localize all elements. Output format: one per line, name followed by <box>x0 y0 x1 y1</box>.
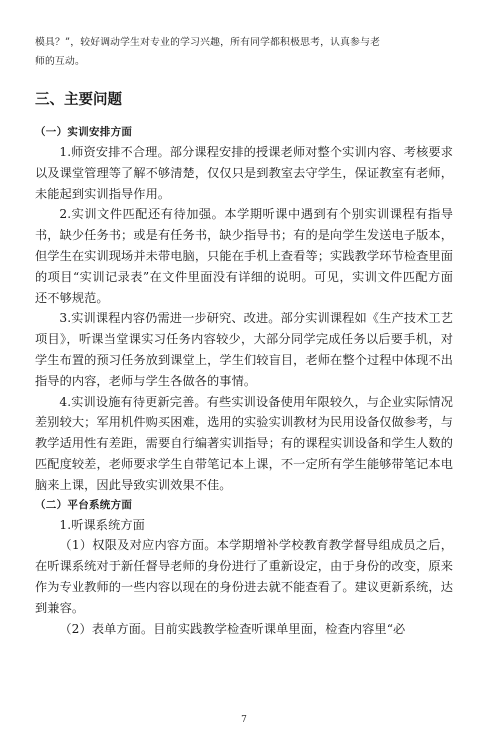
paragraph-forms: （2）表单方面。目前实践教学检查听课单里面，检查内容里“必 <box>59 621 406 636</box>
paragraph-listening-system: 1.听课系统方面 <box>59 517 145 532</box>
subsection-heading-training: （一）实训安排方面 <box>35 126 133 138</box>
section-heading: 三、主要问题 <box>35 92 122 108</box>
paragraph-teacher-arrangement: 1.师资安排不合理。部分课程安排的授课老师对整个实训内容、考核要求以及课堂管理等了解不够清楚，仅仅只是到教室去守学生，保证教室有老师，未能起到实训指导作用。 <box>35 145 453 201</box>
paragraph-permissions: （1）权限及对应内容方面。本学期增补学校教育教学督导组成员之后，在听课系统对于新任督导老师的身份进行了重新设定，由于身份的改变，原来作为专业教师的一些内容以现在的身份进去就不能查看了。建议更新系统，达到兼容。 <box>35 538 453 615</box>
paragraph-training-documents: 2.实训文件匹配还有待加强。本学期听课中遇到有个别实训课程有指导书，缺少任务书；或是有任务书，缺少指导书；有的是向学生发送电子版本，但学生在实训现场并未带电脑，只能在手机上查看等；实践教学环节检查里面的项目“实训记录表”在文件里面没有详细的说明。可见，实训文件匹配方面还不够规范。 <box>35 207 453 305</box>
continued-text-line-2: 师的互动。 <box>35 56 85 67</box>
page-content <box>35 33 453 639</box>
subsection-heading-platform: （二）平台系统方面 <box>35 498 133 511</box>
continued-text-line-1: 模具？”，较好调动学生对专业的学习兴趣，所有同学都积极思考，认真参与老 <box>35 37 381 48</box>
paragraph-course-content: 3.实训课程内容仍需进一步研究、改进。部分实训课程如《生产技术工艺项目》，听课当堂课实习任务内容较少，大部分同学完成任务以后要手机，对学生布置的预习任务放到课堂上，学生们较盲目，老师在整个过程中体现不出指导的内容，老师与学生各做各的事情。 <box>35 311 453 388</box>
page-number: 7 <box>241 715 247 725</box>
paragraph-facilities: 4.实训设施有待更新完善。有些实训设备使用年限较久，与企业实际情况差别较大；军用机件购买困难，选用的实验实训教材为民用设备仅做参考，与教学适用性有差距，需要自行编著实训指导；有的课程实训设备和学生人数的匹配度较差，老师要求学生自带笔记本上课，不一定所有学生能够带笔记本电脑来上课，因此导致实训效果不佳。 <box>35 394 453 492</box>
